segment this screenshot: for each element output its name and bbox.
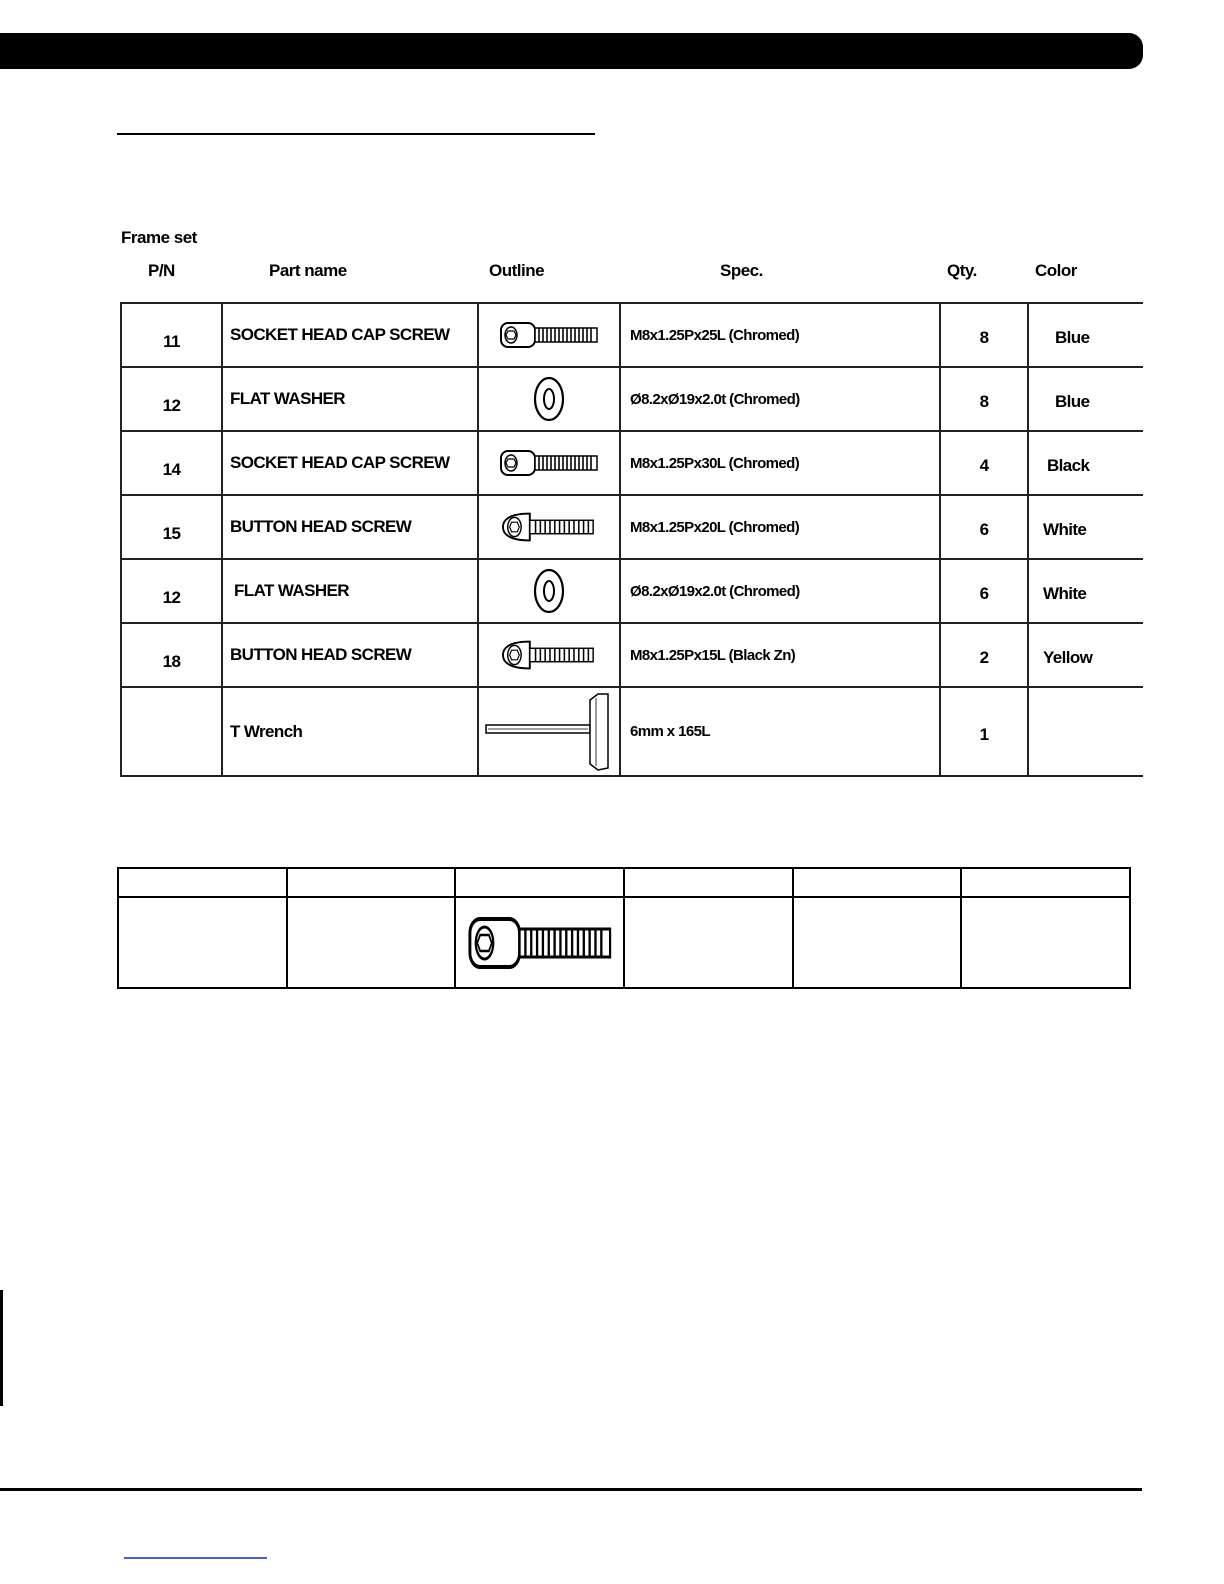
part-color: [1028, 687, 1143, 776]
header-cell: [961, 868, 1130, 897]
part-spec: M8x1.25Px30L (Chromed): [620, 431, 940, 495]
part-qty: 8: [940, 367, 1028, 431]
cell: [118, 897, 287, 988]
outline-cell: [478, 431, 620, 495]
part-name: BUTTON HEAD SCREW: [222, 623, 478, 687]
outline-cell: [478, 367, 620, 431]
outline-cell: [478, 495, 620, 559]
part-name: BUTTON HEAD SCREW: [222, 495, 478, 559]
outline-cell: [478, 687, 620, 776]
table-row: [121, 623, 1143, 687]
part-name: FLAT WASHER: [222, 559, 478, 623]
footer-link-underline[interactable]: [124, 1557, 267, 1559]
part-qty: 8: [940, 303, 1028, 367]
part-name: SOCKET HEAD CAP SCREW: [222, 303, 478, 367]
cell: [287, 897, 456, 988]
footer-rule: [0, 1488, 1142, 1491]
part-number: 18: [121, 623, 222, 687]
table-row: [121, 495, 1143, 559]
column-header-part-name: Part name: [269, 261, 347, 280]
part-number: 14: [121, 431, 222, 495]
part-spec: M8x1.25Px15L (Black Zn): [620, 623, 940, 687]
table-row: [121, 431, 1143, 495]
column-header-pn: P/N: [148, 261, 175, 280]
part-number: 12: [121, 367, 222, 431]
part-color: Blue: [1028, 367, 1143, 431]
outline-cell: [478, 559, 620, 623]
header-cell: [455, 868, 624, 897]
part-spec: Ø8.2xØ19x2.0t (Chromed): [620, 559, 940, 623]
part-spec: Ø8.2xØ19x2.0t (Chromed): [620, 367, 940, 431]
table-row: [118, 897, 1130, 988]
header-bar: [0, 33, 1143, 69]
flat-washer-icon: [529, 374, 569, 424]
part-color: White: [1028, 495, 1143, 559]
column-header-spec: Spec.: [720, 261, 763, 280]
header-cell: [118, 868, 287, 897]
button-head-screw-icon: [501, 510, 597, 544]
outline-cell: [478, 303, 620, 367]
header-cell: [624, 868, 793, 897]
table-row: [121, 559, 1143, 623]
part-color: Blue: [1028, 303, 1143, 367]
table-row: [121, 367, 1143, 431]
part-spec: 6mm x 165L: [620, 687, 940, 776]
cell: [793, 897, 962, 988]
table-row: [121, 303, 1143, 367]
header-cell: [793, 868, 962, 897]
outline-cell: [478, 623, 620, 687]
part-number: [121, 687, 222, 776]
part-number: 11: [121, 303, 222, 367]
t-wrench-icon: [484, 692, 614, 772]
socket-head-cap-screw-icon: [467, 913, 613, 973]
part-qty: 4: [940, 431, 1028, 495]
part-name: FLAT WASHER: [222, 367, 478, 431]
part-spec: M8x1.25Px25L (Chromed): [620, 303, 940, 367]
page-edge-mark: [0, 1290, 3, 1406]
parts-table: [120, 302, 1143, 777]
part-color: White: [1028, 559, 1143, 623]
part-name: T Wrench: [222, 687, 478, 776]
part-qty: 6: [940, 559, 1028, 623]
table-header-row: [118, 868, 1130, 897]
socket-head-cap-screw-icon: [499, 320, 599, 350]
part-qty: 1: [940, 687, 1028, 776]
part-number: 12: [121, 559, 222, 623]
part-color: Yellow: [1028, 623, 1143, 687]
column-header-color: Color: [1035, 261, 1077, 280]
button-head-screw-icon: [501, 638, 597, 672]
header-cell: [287, 868, 456, 897]
part-qty: 2: [940, 623, 1028, 687]
part-qty: 6: [940, 495, 1028, 559]
cell: [624, 897, 793, 988]
second-parts-table: [117, 867, 1131, 989]
part-name: SOCKET HEAD CAP SCREW: [222, 431, 478, 495]
part-spec: M8x1.25Px20L (Chromed): [620, 495, 940, 559]
section-title-underline: [117, 133, 595, 135]
flat-washer-icon: [529, 566, 569, 616]
socket-head-cap-screw-icon: [499, 448, 599, 478]
table-row: [121, 687, 1143, 776]
part-color: Black: [1028, 431, 1143, 495]
section-label: Frame set: [121, 228, 197, 247]
column-header-qty: Qty.: [947, 261, 977, 280]
outline-cell: [455, 897, 624, 988]
column-header-outline: Outline: [489, 261, 545, 280]
cell: [961, 897, 1130, 988]
part-number: 15: [121, 495, 222, 559]
